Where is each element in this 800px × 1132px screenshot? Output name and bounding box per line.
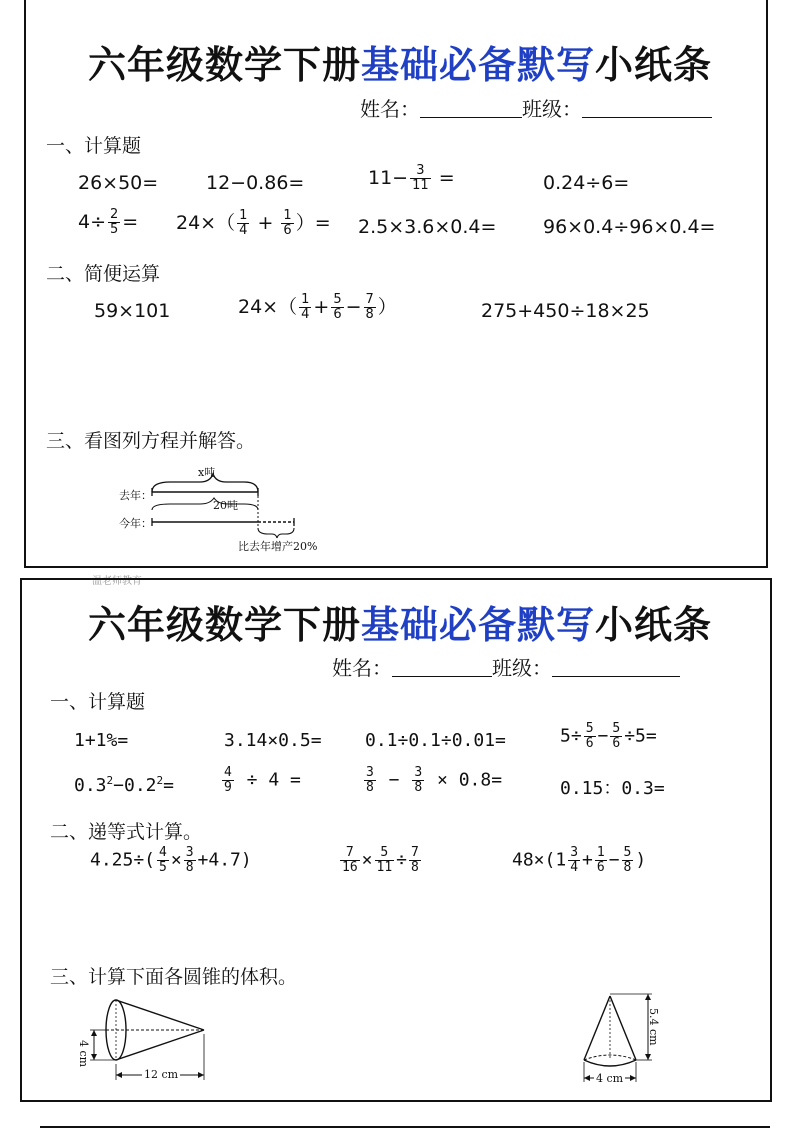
worksheet-1-title: 六年级数学下册基础必备默写小纸条 [87, 43, 713, 87]
problem: 2.5×3.6×0.4= [358, 216, 497, 238]
name-blank[interactable] [420, 117, 522, 118]
cone-2-diameter-label: 4 cm [596, 1072, 624, 1085]
problem: 0.15：0.3= [560, 778, 665, 799]
fraction: $\frac{3}{8}$ [414, 765, 423, 795]
fraction: $\frac{3}{4}$ [570, 845, 579, 875]
fraction: $\frac{1}{6}$ [596, 845, 605, 875]
problem: 12−0.86= [206, 172, 305, 194]
problem: 4.25÷( $\frac{4}{5}$ × $\frac{3}{8}$ +4.7) [90, 845, 252, 875]
problem: $0.3^2-0.2^2=$ [74, 774, 174, 796]
fraction: $\frac{2}{5}$ [110, 207, 119, 237]
section-2-heading: 二、简便运算 [46, 263, 161, 285]
fraction: $\frac{3}{11}$ [412, 163, 429, 193]
watermark: 温老师教育 [92, 576, 142, 587]
section-3-heading: 三、看图列方程并解答。 [46, 430, 256, 452]
fraction: $\frac{5}{8}$ [623, 845, 632, 875]
problem: 11− $\frac{3}{11}$ = [368, 163, 455, 193]
problem: 4÷ $\frac{2}{5}$ = [78, 207, 139, 237]
class-blank[interactable] [552, 676, 680, 677]
problem: 24×（ $\frac{1}{4}$ + $\frac{1}{6}$ ）= [176, 208, 331, 238]
problem: $\frac{4}{9}$ ÷ 4 = [224, 765, 301, 795]
fraction: $\frac{3}{8}$ [185, 845, 194, 875]
problem: 3.14×0.5= [224, 730, 322, 751]
this-year-label: 今年： [119, 517, 152, 530]
last-year-label: 去年： [119, 489, 152, 502]
line-segment-diagram [140, 470, 310, 550]
problem: 275+450÷18×25 [481, 300, 650, 322]
difference-label: 20吨 [213, 499, 238, 512]
problem: 59×101 [94, 300, 171, 322]
fraction: $\frac{3}{8}$ [366, 765, 374, 795]
problem: 48×(1 $\frac{3}{4}$ + $\frac{1}{6}$ − $\frac{5}{8}$ ) [512, 845, 647, 875]
class-blank[interactable] [582, 117, 712, 118]
fraction: $\frac{4}{9}$ [224, 765, 232, 795]
fraction: $\frac{7}{16}$ [342, 845, 358, 875]
fraction: $\frac{5}{6}$ [333, 292, 342, 322]
name-class-row-2: 姓名： 班级： [332, 652, 680, 681]
section-3-heading: 三、计算下面各圆锥的体积。 [50, 966, 298, 988]
section-1-heading: 一、计算题 [46, 135, 142, 157]
problem: 0.24÷6= [543, 172, 630, 194]
fraction: $\frac{5}{11}$ [376, 845, 393, 875]
fraction: $\frac{1}{6}$ [283, 208, 292, 238]
x-ton-label: x吨 [198, 466, 216, 479]
problem: $\frac{3}{8}$ − $\frac{3}{8}$ × 0.8= [366, 765, 503, 795]
fraction: $\frac{4}{5}$ [159, 845, 167, 875]
problem: 24×（ $\frac{1}{4}$ + $\frac{5}{6}$ − $\frac{7}{8}$ ） [238, 292, 397, 322]
name-blank[interactable] [392, 676, 492, 677]
fraction: $\frac{1}{4}$ [239, 208, 248, 238]
section-1-heading: 一、计算题 [50, 691, 146, 713]
fraction: $\frac{7}{8}$ [411, 845, 419, 875]
cone-2-height-label: 5.4 cm [647, 1008, 660, 1046]
problem: 26×50= [78, 172, 159, 194]
bottom-rule [40, 1126, 770, 1128]
problem: 96×0.4÷96×0.4= [543, 216, 716, 238]
fraction: $\frac{7}{8}$ [365, 292, 374, 322]
worksheet-2-title: 六年级数学下册基础必备默写小纸条 [87, 603, 713, 647]
fraction: $\frac{5}{6}$ [585, 721, 594, 751]
increase-label: 比去年增产20% [238, 540, 318, 553]
cone-1-length-label: 12 cm [144, 1068, 179, 1081]
problem: $\frac{7}{16}$ × $\frac{5}{11}$ ÷ $\frac{7}{8}$ [342, 845, 419, 875]
problem: 1+1%= [74, 730, 129, 751]
name-class-row-1: 姓名： 班级： [360, 93, 712, 122]
problem: 0.1÷0.1÷0.01= [365, 730, 506, 751]
cone-1-height-label: 4 cm [77, 1040, 90, 1068]
section-2-heading: 二、递等式计算。 [50, 821, 203, 843]
fraction: $\frac{1}{4}$ [301, 292, 310, 322]
fraction: $\frac{5}{6}$ [612, 721, 621, 751]
problem: 5÷ $\frac{5}{6}$ − $\frac{5}{6}$ ÷5= [560, 721, 657, 751]
